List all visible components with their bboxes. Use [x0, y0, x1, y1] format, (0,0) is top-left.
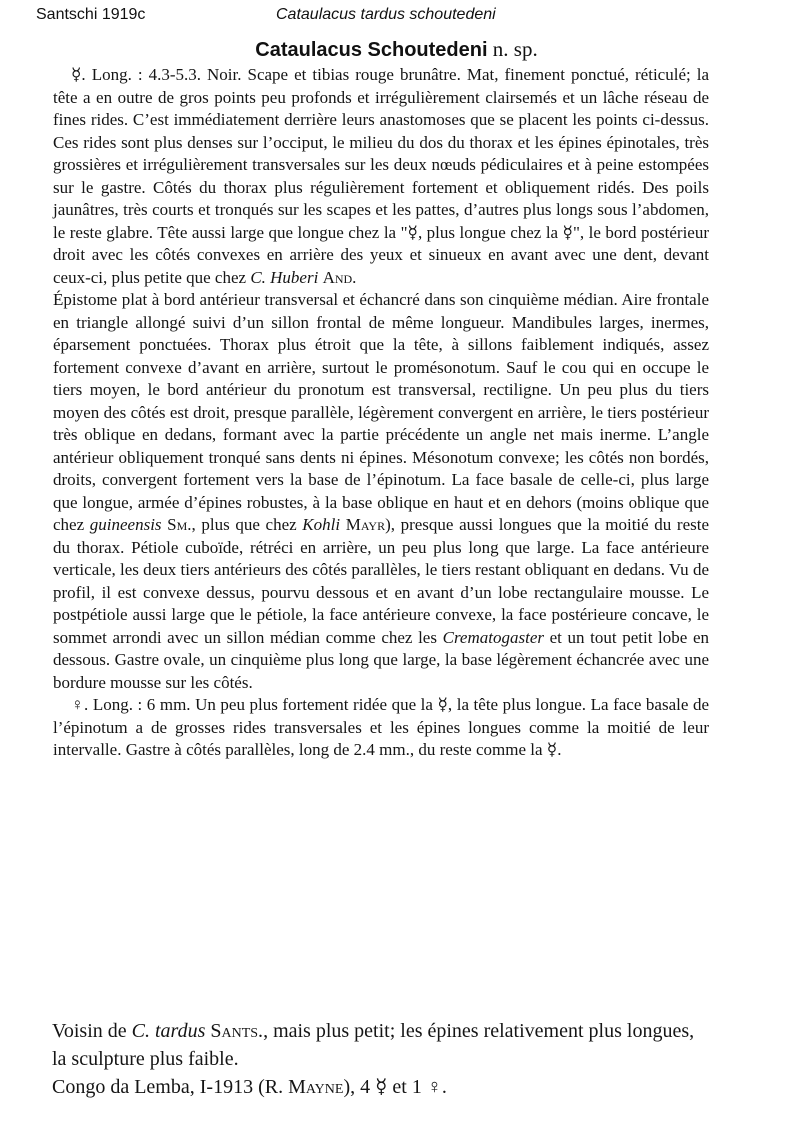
author-sm: Sm.	[167, 515, 192, 534]
author-sants: Sants.	[210, 1020, 264, 1042]
remarks-text-b: , mais plus petit; les épines relativement plus longues, la sculpture plus faible.	[52, 1020, 695, 1070]
crematogaster-genus: Crematogaster	[442, 627, 544, 647]
author-and: And.	[322, 267, 357, 287]
species-suffix: n. sp.	[492, 37, 538, 61]
remarks-block	[52, 1017, 712, 1101]
page-header	[0, 6, 793, 30]
species-name: Cataulacus Schoutedeni	[255, 39, 488, 61]
author-mayr: Mayr	[345, 515, 386, 534]
remarks-text-a: Voisin de	[52, 1020, 132, 1042]
locality-text-a: Congo da Lemba, I-1913 (R.	[52, 1076, 289, 1098]
worker-text-2: Épistome plat à bord antérieur transversal et échancré dans son cinquième médian. Aire frontale en triangle allongé suivi d’un sillon frontal de même longueur. Mandibules larges, inermes, éparsement ponctuées. Thorax plus étroit que la tête, à sillons faiblement indiqués, assez fortement convexe d’avant en arrière, surtout le promésonotum. Sauf le cou qui en occupe le tiers moyen, le bord antérieur du pronotum est transversal, rectiligne. Un peu plus du tiers moyen des côtés est droit, presque parallèle, légèrement convergent en arrière, le tiers postérieur très oblique en dedans, formant avec la partie précédente un angle net mais inerme. L’angle antérieur obliquement tronqué sans dents ni épines. Mésonotum convexe; les côtés non bordés, droits, convergent fortement vers la base de l’épinotum. La face basale de celle-ci, plus large que longue, armée d’épines robustes, à la base oblique en haut et en dehors (moins oblique que chez	[53, 290, 709, 534]
guineensis-species: guineensis	[89, 515, 162, 534]
author-mayne: Mayne	[288, 1076, 344, 1098]
tardus-species: C. tardus	[131, 1020, 206, 1042]
worker-text-2d: et un tout petit lobe en dessous. Gastre ovale, un cinquième plus long que large, la base légèrement échancrée avec une bordure mousse sur les côtés.	[53, 627, 710, 692]
huberi-species: C. Huberi	[250, 267, 319, 287]
citation-label: Santschi 1919c	[36, 6, 146, 23]
kohli-species: Kohli	[302, 515, 341, 534]
taxon-label: Cataulacus tardus schoutedeni	[276, 6, 496, 23]
description-body	[53, 64, 709, 762]
worker-text-2b: , plus que chez	[191, 515, 303, 534]
remarks-line	[52, 1017, 712, 1073]
worker-paragraph	[53, 64, 709, 289]
locality-text-b: ), 4 ☿ et 1 ♀.	[343, 1076, 447, 1098]
locality-line	[52, 1073, 712, 1101]
worker-paragraph-cont	[53, 289, 709, 694]
female-paragraph: ♀. Long. : 6 mm. Un peu plus fortement ridée que la ☿, la tête plus longue. La face basale de l’épinotum a de grosses rides transversales et les épines longues comme la moitié de leur intervalle. Gastre à côtés parallèles, long de 2.4 mm., du reste comme la ☿.	[53, 695, 709, 759]
species-title	[0, 36, 793, 63]
worker-text-1: ☿. Long. : 4.3-5.3. Noir. Scape et tibias rouge brunâtre. Mat, finement ponctué, réticulé; la tête a en outre de gros points peu profonds et irrégulièrement clairsemés et un lâche réseau de fines rides. C’est immédiatement derrière leurs anastomoses que se placent les points ci-dessus. Ces rides sont plus denses sur l’occiput, le milieu du dos du thorax et les épines épinotales, très grossières et irrégulièrement transversales sur les deux nœuds pédiculaires et à peine estompées sur le gastre. Côtés du thorax plus régulièrement fortement et obliquement ridés. Des poils jaunâtres, très courts et tronqués sur les scapes et les pattes, d’autres plus longs sous l’abdomen, le reste glabre. Tête aussi large que longue chez la "☿, plus longue chez la ☿", le bord postérieur droit avec les côtés convexes en arrière des yeux et sinueux en avant avec une dent, devant ceux-ci, plus petite que chez	[53, 65, 709, 287]
worker-text-2c: ), presque aussi longues que la moitié du reste du thorax. Pétiole cuboïde, rétréci en arrière, un peu plus long que large. La face antérieure verticale, les deux tiers antérieurs des côtés parallèles, le tiers restant obliquant en dedans. Vu de profil, il est convexe dessus, pourvu dessous et en avant d’un lobe rectangulaire mousse. Le postpétiole aussi large que le pétiole, la face antérieure convexe, la face postérieure concave, le sommet arrondi avec un sillon médian comme chez les	[53, 515, 710, 647]
